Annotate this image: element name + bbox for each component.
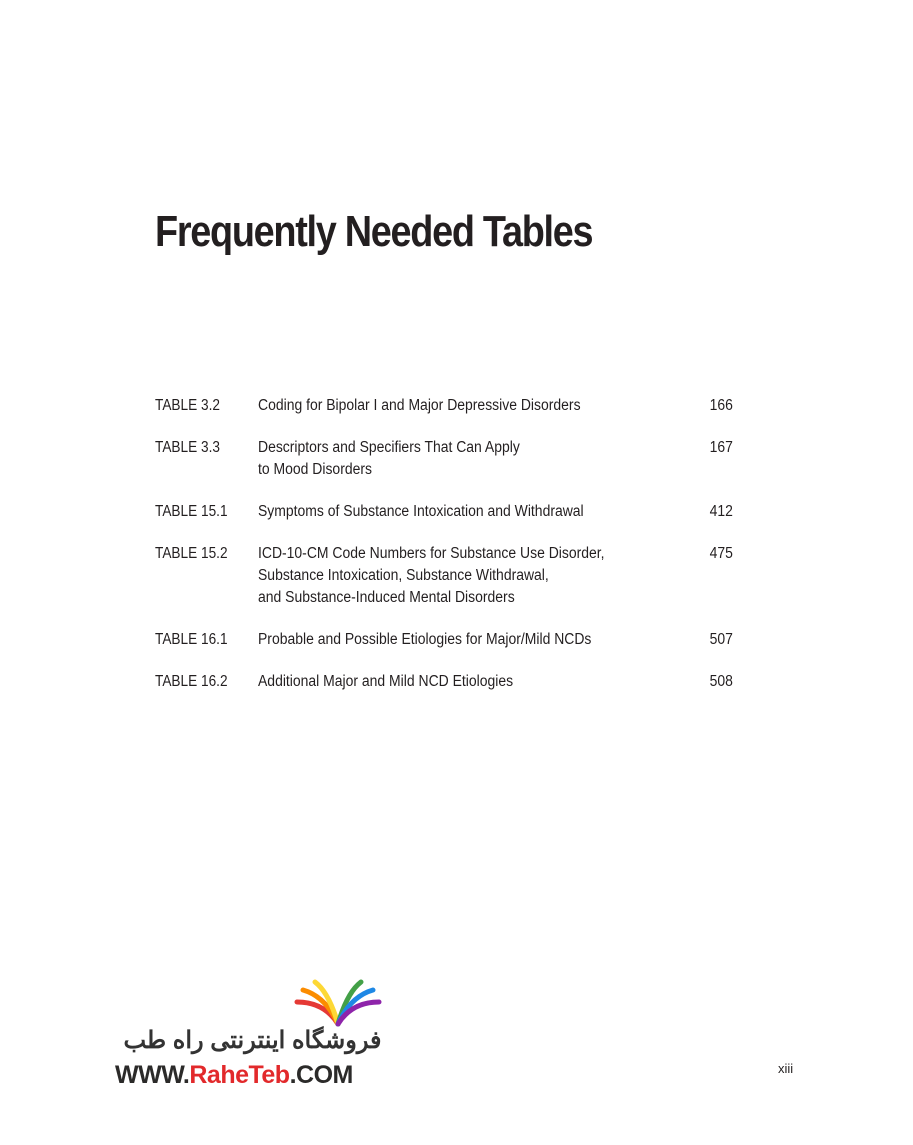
- url-prefix: WWW.: [115, 1061, 190, 1089]
- url-suffix: .COM: [289, 1061, 353, 1089]
- table-description-line: Substance Intoxication, Substance Withdrawal,: [258, 567, 549, 584]
- table-page-number: 475: [709, 545, 733, 562]
- table-label: TABLE 16.2: [155, 673, 228, 690]
- tables-list: [155, 395, 735, 713]
- table-label: TABLE 3.2: [155, 397, 220, 414]
- table-description: [258, 501, 636, 523]
- table-page-number: 166: [709, 397, 733, 414]
- open-book-icon: [293, 978, 383, 1028]
- table-description: [258, 629, 636, 651]
- page-title: Frequently Needed Tables: [155, 207, 593, 256]
- table-entry[interactable]: [155, 437, 735, 481]
- table-page-number: 508: [709, 673, 733, 690]
- page-number: xiii: [778, 1061, 794, 1076]
- table-description-line: Symptoms of Substance Intoxication and Withdrawal: [258, 503, 584, 520]
- watermark-persian-text: فروشگاه اینترنتی راه طب: [123, 1027, 382, 1054]
- table-entry[interactable]: [155, 629, 735, 651]
- table-page-number: 507: [709, 631, 733, 648]
- table-description-line: to Mood Disorders: [258, 461, 372, 478]
- table-label: TABLE 16.1: [155, 631, 228, 648]
- table-label: TABLE 3.3: [155, 439, 220, 456]
- table-entry[interactable]: [155, 671, 735, 693]
- table-page-number: 167: [709, 439, 733, 456]
- url-brand: RaheTeb: [189, 1061, 290, 1089]
- table-entry[interactable]: [155, 395, 735, 417]
- table-entry[interactable]: [155, 501, 735, 523]
- watermark-url: [115, 1061, 353, 1090]
- table-description-line: Probable and Possible Etiologies for Major/Mild NCDs: [258, 631, 592, 648]
- table-description: [258, 671, 636, 693]
- table-description: [258, 543, 636, 609]
- table-label: TABLE 15.1: [155, 503, 228, 520]
- table-page-number: 412: [709, 503, 733, 520]
- table-label: TABLE 15.2: [155, 545, 228, 562]
- table-description-line: and Substance-Induced Mental Disorders: [258, 589, 515, 606]
- table-description: [258, 437, 636, 481]
- table-description-line: Descriptors and Specifiers That Can Apply: [258, 439, 520, 456]
- table-entry[interactable]: [155, 543, 735, 609]
- table-description-line: Additional Major and Mild NCD Etiologies: [258, 673, 514, 690]
- watermark-logo: [115, 978, 395, 1098]
- table-description: [258, 395, 636, 417]
- table-description-line: ICD-10-CM Code Numbers for Substance Use Disorder,: [258, 545, 605, 562]
- table-description-line: Coding for Bipolar I and Major Depressive Disorders: [258, 397, 581, 414]
